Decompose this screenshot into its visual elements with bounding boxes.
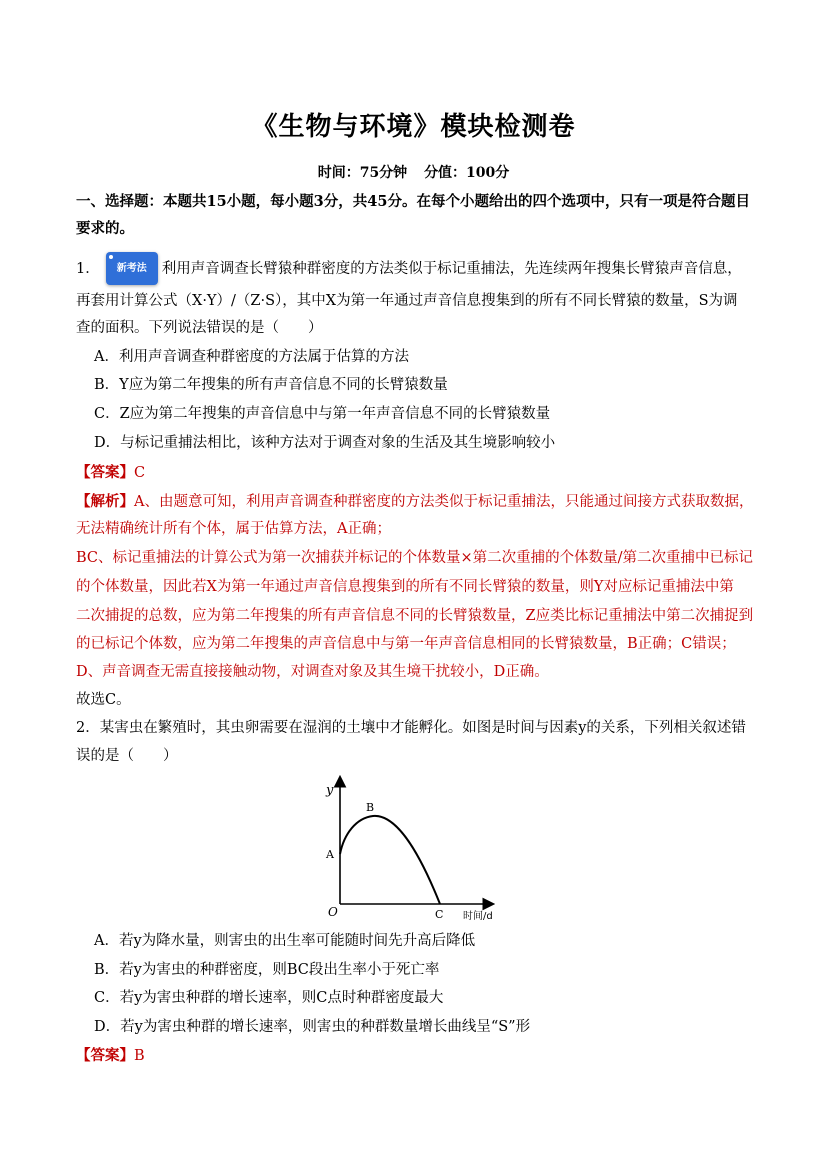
- q1-stem-line3: 查的面积。下列说法错误的是（ ）: [76, 320, 323, 336]
- q2-option-a: A．若y为降水量，则害虫的出生率可能随时间先升高后降低: [94, 933, 476, 949]
- exam-score: 分值：100分: [424, 165, 510, 181]
- q1-number: 1．: [76, 261, 100, 277]
- q2-option-d: D．若y为害虫种群的增长速率，则害虫的种群数量增长曲线呈“S”形: [94, 1019, 531, 1035]
- exam-meta: [0, 162, 827, 182]
- q2-stem-line1: 2．某害虫在繁殖时，其虫卵需要在湿润的土壤中才能孵化。如图是时间与因素y的关系，下列相关叙述错: [76, 720, 746, 736]
- point-b-label: B: [366, 801, 375, 814]
- q1-analysis-line3: BC、标记重捕法的计算公式为第一次捕获并标记的个体数量×第二次重捕的个体数量/第二次重捕中已标记: [76, 550, 754, 566]
- exam-time: 时间：75分钟: [317, 165, 408, 181]
- page-title: 《生物与环境》模块检测卷: [251, 112, 576, 142]
- q1-option-c: C．Z应为第二年搜集的声音信息中与第一年声音信息不同的长臂猿数量: [94, 406, 551, 422]
- q2-stem-line2: 误的是（ ）: [76, 748, 178, 764]
- q1-option-d: D．与标记重捕法相比，该种方法对于调查对象的生活及其生境影响较小: [94, 435, 556, 451]
- q2-answer: 【答案】B: [76, 1047, 145, 1064]
- q1-analysis-line4: 的个体数量，因此若X为第一年通过声音信息搜集到的所有不同长臂猿的数量，则Y对应标记重捕法中第: [76, 579, 734, 595]
- point-a-label: A: [326, 848, 334, 861]
- y-axis-label: y: [326, 783, 334, 798]
- new-method-badge: 新考法: [106, 252, 158, 285]
- q1-analysis-line2: 无法精确统计所有个体，属于估算方法，A正确；: [76, 521, 391, 537]
- q1-conclusion: 故选C。: [76, 692, 131, 708]
- q1-option-b: B．Y应为第二年搜集的所有声音信息不同的长臂猿数量: [94, 377, 448, 393]
- q1-stem-line1: 1． 新考法 利用声音调查长臂猿种群密度的方法类似于标记重捕法，先连续两年搜集长臂猿声音信息，: [76, 252, 756, 285]
- q1-analysis-line7: D、声音调查无需直接接触动物，对调查对象及其生境干扰较小，D正确。: [76, 664, 549, 680]
- q1-answer: 【答案】C: [76, 464, 146, 481]
- curve-line: [340, 816, 440, 904]
- q1-stem-line2: 再套用计算公式（X·Y）/（Z·S），其中X为第一年通过声音信息搜集到的所有不同长臂猿的数量，S为调: [76, 293, 738, 309]
- q2-graph: [318, 772, 508, 924]
- x-axis-label: 时间/d: [463, 911, 493, 922]
- section-heading: 一、选择题：本题共15小题，每小题3分，共45分。在每个小题给出的四个选项中，只有一项是符合题目要求的。: [76, 193, 750, 237]
- q1-analysis-line6: 的已标记个体数，应为第二年搜集的声音信息中与第一年声音信息相同的长臂猿数量，B正确；C错误；: [76, 636, 736, 652]
- point-c-label: C: [435, 908, 444, 921]
- q1-analysis-line1: 【解析】A、由题意可知，利用声音调查种群密度的方法类似于标记重捕法，只能通过间接方式获取数据，: [76, 493, 754, 510]
- q1-analysis-line5: 二次捕捉的总数，应为第二年搜集的所有声音信息不同的长臂猿数量，Z应类比标记重捕法中第二次捕捉到: [76, 608, 754, 624]
- q2-option-b: B．若y为害虫的种群密度，则BC段出生率小于死亡率: [94, 962, 440, 978]
- origin-label: O: [328, 905, 338, 919]
- q2-option-c: C．若y为害虫种群的增长速率，则C点时种群密度最大: [94, 990, 444, 1006]
- q1-option-a: A．利用声音调查种群密度的方法属于估算的方法: [94, 349, 409, 365]
